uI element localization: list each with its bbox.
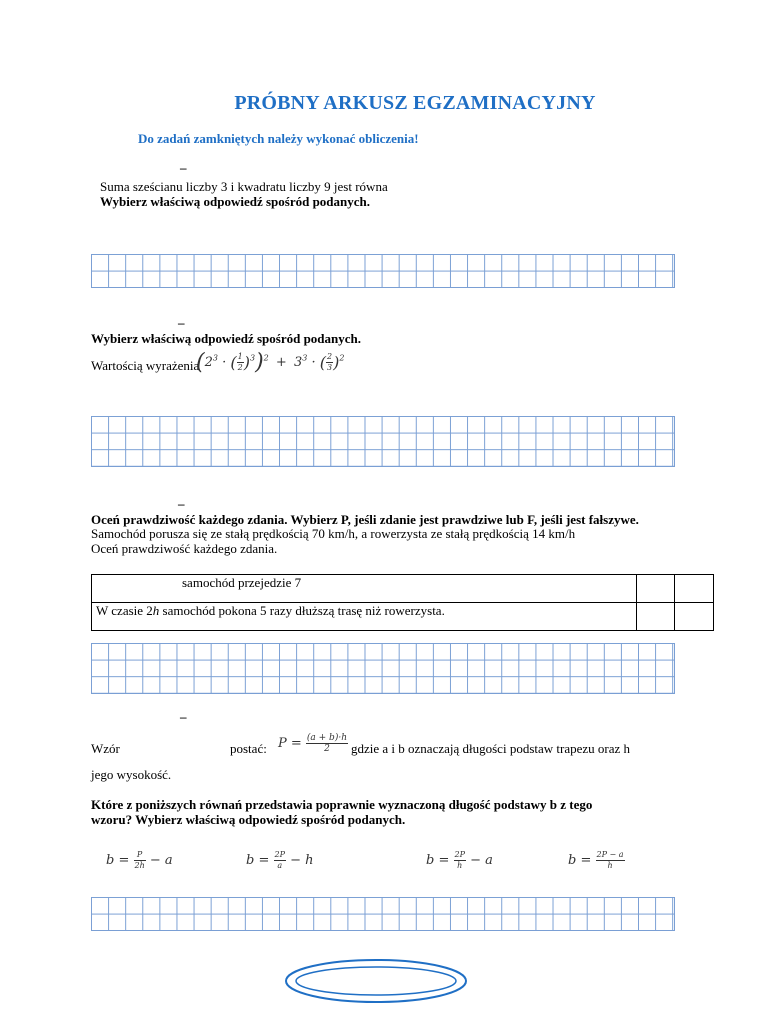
statement-cell: samochód przejedzie 7 <box>92 575 637 603</box>
task2-text: Wartością wyrażenia <box>91 358 200 373</box>
answer-option-d[interactable]: b = $\frac{2P - a}{h}$ <box>568 850 624 870</box>
trapezoid-area-formula: P = $\frac{(a + b)\cdot h}{2}$ <box>278 733 347 754</box>
answer-option-b[interactable]: b = $\frac{2P}{a}$ − h <box>246 850 314 870</box>
true-false-table <box>91 574 714 631</box>
task4-label-wzor: Wzór <box>91 741 120 756</box>
task1-text: Suma sześcianu liczby 3 i kwadratu liczby 9 jest równa <box>100 179 388 194</box>
answer-option-a[interactable]: b = $\frac{P}{2h}$ − a <box>106 850 173 870</box>
task3-calculation-grid[interactable] <box>91 643 675 694</box>
task3-text2: Oceń prawdziwość każdego zdania. <box>91 541 278 556</box>
task1-calculation-grid[interactable] <box>91 254 675 288</box>
task1-instruction: Wybierz właściwą odpowiedź spośród podanych. <box>100 194 371 209</box>
task2-marker: – <box>178 315 185 330</box>
task4-text-line2: jego wysokość. <box>91 767 172 782</box>
answer-f-cell[interactable] <box>675 603 714 631</box>
page-title: PRÓBNY ARKUSZ EGZAMINACYJNY <box>234 92 596 114</box>
task4-label-postac: postać: <box>230 741 267 756</box>
task4-question-line1: Które z poniższych równań przedstawia poprawnie wyznaczoną długość podstawy b z tego <box>91 797 593 812</box>
footer-ellipse-decoration <box>283 957 469 1005</box>
answer-f-cell[interactable] <box>675 575 714 603</box>
task1-marker: – <box>180 160 187 175</box>
task3-instruction: Oceń prawdziwość każdego zdania. Wybierz P, jeśli zdanie jest prawdziwe lub F, jeśli jest fałszywe. <box>91 512 639 527</box>
task4-marker: – <box>180 709 187 724</box>
task2-instruction: Wybierz właściwą odpowiedź spośród podanych. <box>91 331 362 346</box>
table-row <box>92 575 714 603</box>
answer-option-c[interactable]: b = $\frac{2P}{h}$ − a <box>426 850 493 870</box>
statement-cell: W czasie 2h samochód pokona 5 razy dłuższą trasę niż rowerzysta. <box>92 603 637 631</box>
task2-calculation-grid[interactable] <box>91 416 675 467</box>
task2-formula: ($2^3$ · ( $\frac{1}{2}$ )$^3)^2 + 3^3$ · ( $\frac{2}{3}$ )$^2$ <box>196 350 345 375</box>
task4-text-after: gdzie a i b oznaczają długości podstaw trapezu oraz h <box>351 741 631 756</box>
task4-calculation-grid[interactable] <box>91 897 675 931</box>
answer-p-cell[interactable] <box>636 603 675 631</box>
table-row <box>92 603 714 631</box>
page-subtitle: Do zadań zamkniętych należy wykonać obliczenia! <box>138 131 419 146</box>
task3-marker: – <box>178 496 185 511</box>
task3-text1: Samochód porusza się ze stałą prędkością 70 km/h, a rowerzysta ze stałą prędkością 14 km/h <box>91 526 576 541</box>
task4-question-line2: wzoru? Wybierz właściwą odpowiedź spośród podanych. <box>91 812 406 827</box>
answer-p-cell[interactable] <box>636 575 675 603</box>
